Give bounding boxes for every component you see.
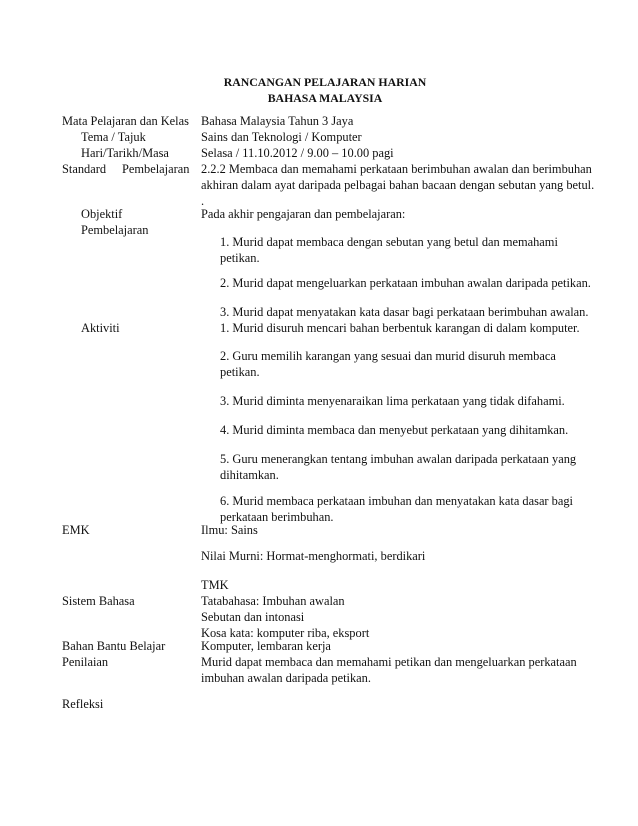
label-mata-pelajaran: Mata Pelajaran dan Kelas: [62, 114, 189, 128]
label-emk: EMK: [62, 523, 90, 537]
aktiviti-2-line-1: 2. Guru memilih karangan yang sesuai dan murid disuruh membaca: [220, 349, 556, 363]
aktiviti-4: 4. Murid diminta membaca dan menyebut perkataan yang dihitamkan.: [220, 423, 569, 437]
value-hari: Selasa / 11.10.2012 / 9.00 – 10.00 pagi: [201, 146, 394, 160]
aktiviti-3: 3. Murid diminta menyenaraikan lima perkataan yang tidak difahami.: [220, 394, 565, 408]
objektif-1-line-1: 1. Murid dapat membaca dengan sebutan yang betul dan memahami: [220, 235, 558, 249]
aktiviti-2-line-2: petikan.: [220, 365, 260, 379]
emk-ilmu: Ilmu: Sains: [201, 523, 258, 537]
label-bahan-bantu: Bahan Bantu Belajar: [62, 639, 166, 653]
value-tema: Sains dan Teknologi / Komputer: [201, 130, 362, 144]
penilaian-line-1: Murid dapat membaca dan memahami petikan dan mengeluarkan perkataan: [201, 655, 577, 669]
label-hari: Hari/Tarikh/Masa: [81, 146, 169, 160]
value-standard-line-1: 2.2.2 Membaca dan memahami perkataan berimbuhan awalan dan berimbuhan: [201, 162, 592, 176]
label-standard: Standard: [62, 162, 107, 176]
objektif-1-line-2: petikan.: [220, 251, 260, 265]
sistem-tatabahasa: Tatabahasa: Imbuhan awalan: [201, 594, 345, 608]
label-aktiviti: Aktiviti: [81, 321, 120, 335]
label-tema: Tema / Tajuk: [81, 130, 146, 144]
sistem-kosa-kata: Kosa kata: komputer riba, eksport: [201, 626, 370, 640]
document-subtitle: BAHASA MALAYSIA: [267, 91, 383, 105]
emk-nilai-murni: Nilai Murni: Hormat-menghormati, berdikari: [201, 549, 426, 563]
value-bahan-bantu: Komputer, lembaran kerja: [201, 639, 331, 653]
label-standard-pembelajaran: Pembelajaran: [122, 162, 190, 176]
value-standard-line-3: .: [201, 194, 205, 208]
value-standard-line-2: akhiran dalam ayat daripada pelbagai bahan bacaan dengan sebutan yang betul.: [201, 178, 595, 192]
sistem-sebutan: Sebutan dan intonasi: [201, 610, 305, 624]
aktiviti-6-line-2: perkataan berimbuhan.: [220, 510, 334, 524]
objektif-2: 2. Murid dapat mengeluarkan perkataan imbuhan awalan daripada petikan.: [220, 276, 591, 290]
label-objektif-pembelajaran: Pembelajaran: [81, 223, 149, 237]
document-title: RANCANGAN PELAJARAN HARIAN: [223, 75, 427, 89]
label-penilaian: Penilaian: [62, 655, 109, 669]
aktiviti-5-line-2: dihitamkan.: [220, 468, 279, 482]
aktiviti-5-line-1: 5. Guru menerangkan tentang imbuhan awalan daripada perkataan yang: [220, 452, 577, 466]
aktiviti-1: 1. Murid disuruh mencari bahan berbentuk karangan di dalam komputer.: [220, 321, 580, 335]
label-objektif: Objektif: [81, 207, 123, 221]
emk-tmk: TMK: [201, 578, 229, 592]
aktiviti-6-line-1: 6. Murid membaca perkataan imbuhan dan menyatakan kata dasar bagi: [220, 494, 573, 508]
objektif-3: 3. Murid dapat menyatakan kata dasar bagi perkataan berimbuhan awalan.: [220, 305, 589, 319]
value-mata-pelajaran: Bahasa Malaysia Tahun 3 Jaya: [201, 114, 354, 128]
label-refleksi: Refleksi: [62, 697, 104, 711]
label-sistem-bahasa: Sistem Bahasa: [62, 594, 135, 608]
penilaian-line-2: imbuhan awalan daripada petikan.: [201, 671, 371, 685]
value-objektif-intro: Pada akhir pengajaran dan pembelajaran:: [201, 207, 406, 221]
